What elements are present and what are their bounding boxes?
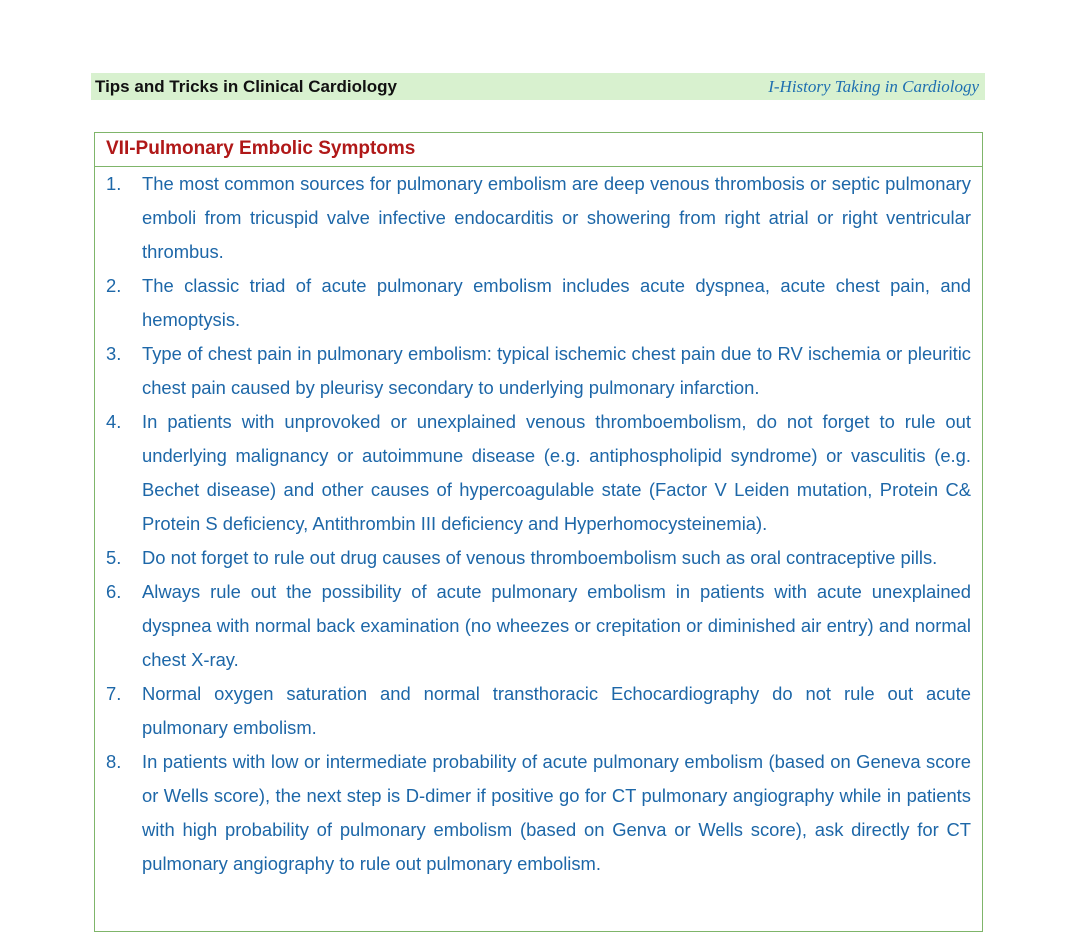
item-text: The classic triad of acute pulmonary embolism includes acute dyspnea, acute chest pain, and hemoptysis. [142, 275, 971, 330]
symptom-list [95, 167, 982, 881]
list-item [95, 575, 982, 677]
book-title: Tips and Tricks in Clinical Cardiology [95, 76, 397, 96]
item-number: 5. [106, 547, 122, 568]
item-number: 1. [106, 173, 122, 194]
item-text: The most common sources for pulmonary embolism are deep venous thrombosis or septic pulmonary emboli from tricuspid valve infective endocarditis or showering from right atrial or right ventricular thrombus. [142, 173, 971, 262]
list-item [95, 337, 982, 405]
item-text: In patients with unprovoked or unexplained venous thromboembolism, do not forget to rule out underlying malignancy or autoimmune disease (e.g. antiphospholipid syndrome) or vasculitis (e.g. Bechet disease) and other causes of hypercoagulable state (Factor V Leiden mutation, Protein C& Protein S deficiency, Antithrombin III deficiency and Hyperhomocysteinemia). [142, 411, 971, 534]
item-text: In patients with low or intermediate probability of acute pulmonary embolism (based on Geneva score or Wells score), the next step is D-dimer if positive go for CT pulmonary angiography while in patients with high probability of pulmonary embolism (based on Genva or Wells score), ask directly for CT pulmonary angiography to rule out pulmonary embolism. [142, 751, 971, 874]
item-text: Type of chest pain in pulmonary embolism: typical ischemic chest pain due to RV ischemia or pleuritic chest pain caused by pleurisy secondary to underlying pulmonary infarction. [142, 343, 971, 398]
list-item [95, 405, 982, 541]
list-item [95, 745, 982, 881]
content-box [94, 132, 983, 932]
item-number: 8. [106, 751, 122, 772]
item-text: Do not forget to rule out drug causes of venous thromboembolism such as oral contraceptive pills. [142, 547, 938, 568]
section-title: VII-Pulmonary Embolic Symptoms [95, 133, 982, 167]
page-header [91, 73, 985, 100]
item-number: 7. [106, 683, 122, 704]
list-item [95, 269, 982, 337]
item-text: Normal oxygen saturation and normal transthoracic Echocardiography do not rule out acute pulmonary embolism. [142, 683, 971, 738]
list-item [95, 541, 982, 575]
item-number: 6. [106, 581, 122, 602]
item-number: 2. [106, 275, 122, 296]
list-item [95, 167, 982, 269]
chapter-title: I-History Taking in Cardiology [768, 76, 979, 96]
item-text: Always rule out the possibility of acute pulmonary embolism in patients with acute unexplained dyspnea with normal back examination (no wheezes or crepitation or diminished air entry) and normal chest X-ray. [142, 581, 971, 670]
list-item [95, 677, 982, 745]
item-number: 3. [106, 343, 122, 364]
item-number: 4. [106, 411, 122, 432]
